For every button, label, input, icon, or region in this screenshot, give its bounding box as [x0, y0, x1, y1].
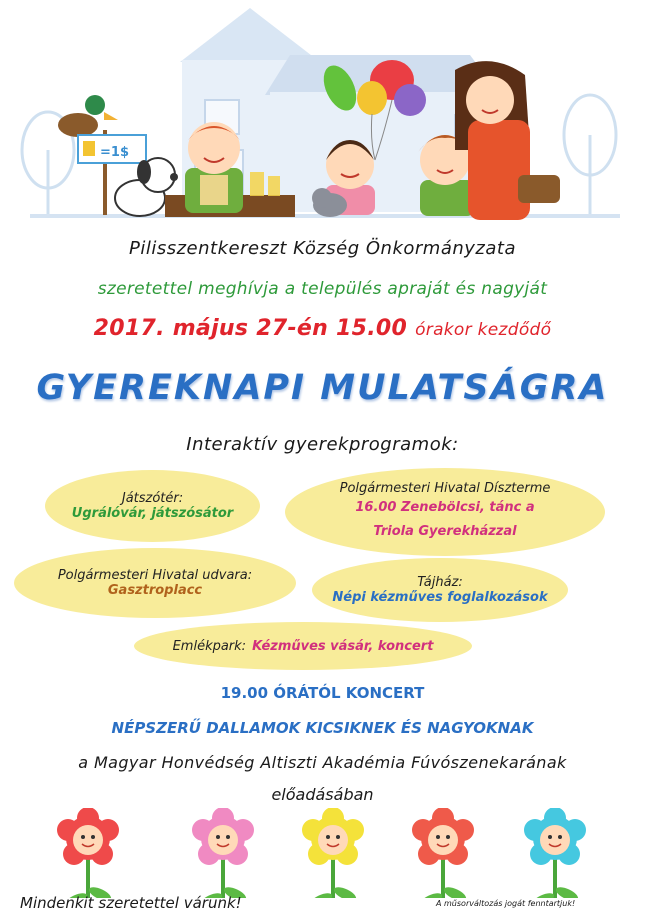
program-value-line1: 16.00 Zenebölcsi, tánc a [355, 499, 535, 515]
program-label: Polgármesteri Hivatal Díszterme [339, 480, 551, 496]
main-title: GYEREKNAPI MULATSÁGRA [36, 368, 609, 408]
price-sign-text: =1$ [100, 145, 129, 160]
concert-subtitle: NÉPSZERŰ DALLAMOK KICSIKNEK ÉS NAGYOKNAK [111, 719, 534, 737]
hero-illustration [0, 0, 645, 228]
welcome-footer: Mindenkit szeretettel várunk! [20, 894, 242, 912]
concert-performance: előadásában [271, 785, 374, 804]
program-value: Népi kézműves foglalkozások [332, 590, 548, 605]
program-playground [45, 470, 260, 542]
tree-right-icon [564, 95, 616, 218]
organizer-line: Pilisszentkereszt Község Önkormányzata [128, 238, 516, 259]
programs-heading: Interaktív gyerekprogramok: [186, 434, 459, 455]
concert-time: 19.00 ÓRÁTÓL KONCERT [220, 684, 425, 702]
event-date: 2017. május 27-én 15.00 [93, 316, 408, 341]
flower-cyan-icon [524, 808, 586, 898]
program-courtyard [14, 548, 296, 618]
program-label: Emlékpark: [172, 638, 247, 654]
program-value: Gasztroplacc [107, 583, 203, 598]
program-label: Tájház: [417, 575, 463, 590]
program-label: Polgármesteri Hivatal udvara: [57, 568, 253, 583]
program-label: Játszótér: [121, 491, 184, 506]
flower-pink-icon [192, 808, 254, 898]
invitation-line: szeretettel meghívja a település apraját és nagyját [97, 279, 548, 299]
flower-orange-icon [412, 808, 474, 898]
event-time-suffix: órakor kezdődő [415, 320, 552, 340]
program-value: Kézműves vásár, koncert [252, 638, 434, 654]
handbag-icon [518, 175, 560, 203]
flower-red-icon [57, 808, 119, 898]
event-date-line [0, 316, 645, 341]
duck-icon [58, 95, 118, 137]
mother-icon [455, 61, 560, 220]
program-ceremonial-hall [285, 468, 605, 556]
flower-yellow-icon [302, 808, 364, 898]
flowers-row [0, 808, 645, 898]
program-memorial-park [134, 622, 472, 670]
concert-performer: a Magyar Honvédség Altiszti Akadémia Fúvószenekarának [78, 753, 567, 772]
program-value-line2: Triola Gyerekházzal [373, 523, 517, 539]
disclaimer-footer: A műsorváltozás jogát fenntartjuk! [436, 899, 576, 908]
program-folk-house [312, 558, 568, 622]
program-value: Ugrálóvár, játszósátor [71, 506, 234, 521]
